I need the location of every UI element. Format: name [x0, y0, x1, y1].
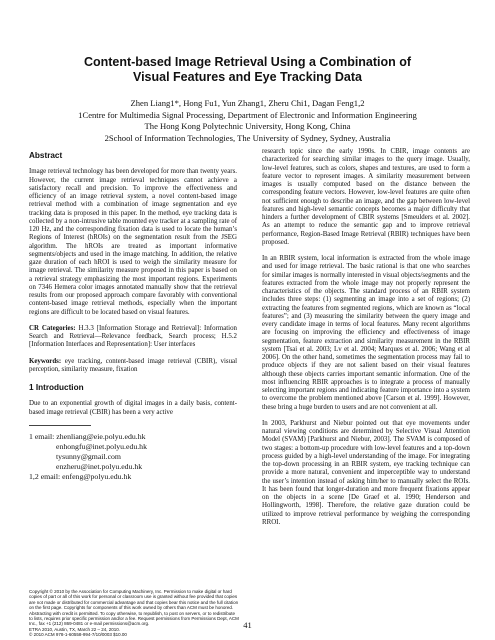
cr-text: H.3.3 [Information Storage and Retrieval]: Information Search and Retrieval—Relevance feedback, Search process; H.5.2 [Information Interfaces and Representation]: User interfaces	[29, 324, 237, 349]
affiliation-1-university: The Hong Kong Polytechnic University, Hong Kong, China	[144, 121, 351, 131]
author-block	[0, 98, 495, 144]
email-line-3[interactable]: tysunny@gmail.com	[56, 451, 122, 461]
title-line-2: Visual Features and Eye Tracking Data	[132, 70, 363, 84]
copyright-text: Copyright © 2010 by the Association for Computing Machinery, Inc. Permission to make digital or hard copies of part or all of this work for personal or classroom use is granted without fee provided that copies are not made or distributed for commercial advantage and that copies bear this notice and the full citation on the first page. Copyrights for components of this work owned by others than ACM must be honored. Abstracting with credit is permitted. To copy otherwise, to republish, to post on servers, or to redistribute to lists, requires prior specific permission and/or a fee. Request permissions from Permissions Dept, ACM Inc., fax +1 (212) 869-0481 or e-mail permissions@acm.org.	[29, 589, 239, 627]
copyright-isbn: © 2010 ACM 978-1-60558-994-7/10/0003 $10.00	[29, 632, 127, 638]
keywords	[29, 358, 237, 375]
title-line-1: Content-based Image Retrieval Using a Combination of	[83, 55, 412, 69]
abstract-heading: Abstract	[29, 151, 63, 160]
intro-paragraph-2: In an RBIR system, local information is extracted from the whole image and used for image retrieval. The basic rational is that one who searches for similar images is normally interested in visual objects/segments and the features extracted from the whole image may not properly represent the characteristics of the objects. The standard process of an RBIR system includes three steps: (1) segmenting an image into a set of regions; (2) extracting the features from segmented regions, which are known as “local features”; and (3) measuring the similarity between the query image and every candidate image in terms of local features. Many recent algorithms are focusing on improving the efficiency and effectiveness of image segmentation, feature extraction and similarity measurement in the RBIR system [Tsai et al. 2003; Lv et al. 2004; Marques et al. 2006; Wang et al 2006]. On the other hand, sometimes the segmentation process may fail to produce objects if they are not salient based on their visual features although these objects carries important semantic information. One of the most influencing RBIR approaches is to integrate a process of manually selecting important regions and indicating feature importance into a system to overcome the problem mentioned above [Carson et al. 1999]. However, these bring a huge burden to users and are not convenient at all.	[262, 255, 470, 411]
cr-label: CR Categories:	[29, 324, 76, 332]
left-column	[29, 152, 237, 482]
intro-paragraph-1: research topic since the early 1990s. In CBIR, image contents are characterized for searching similar images to the query image. Usually, low-level features, such as colors, shapes and textures, are used to form a feature vector to represent images. A similarity measurement between images is usually computed based on the distance between the corresponding feature vectors. However, low-level features are quite often not sufficient enough to describe an image, and the gap between low-level features and high-level semantic concepts becomes a major difficulty that hinders a further development of CBIR systems [Smeulders et al. 2002]. As an attempt to reduce the semantic gap and to improve retrieval performance, Region-Based Image Retrieval (RBIR) techniques have been proposed.	[262, 148, 470, 246]
email-line-2[interactable]: enhongfu@inet.polyu.edu.hk	[56, 441, 147, 451]
page-number: 41	[243, 620, 252, 630]
cr-categories	[29, 325, 237, 350]
email-footnote	[29, 432, 237, 482]
email-line-5[interactable]: 1,2 email: enfeng@polyu.edu.hk	[29, 471, 132, 481]
keywords-text: eye tracking, content-based image retrieval (CBIR), visual perception, similarity measure, fixation	[29, 357, 237, 373]
introduction-text: Due to an exponential growth of digital images in a daily basis, content-based image retrieval (CBIR) has been a very active	[29, 400, 237, 416]
abstract-text: Image retrieval technology has been developed for more than twenty years. However, the current image retrieval techniques cannot achieve a satisfactory recall and precision. To improve the effectiveness and efficiency of an image retrieval system, a novel content-based image retrieval method with a combination of image segmentation and eye tracking data is proposed in this paper. In the method, eye tracking data is collected by a non-intrusive table mounted eye tracker at a sampling rate of 120 Hz, and the corresponding fixation data is used to locate the human’s Regions of Interest (hROIs) on the segmentation result from the JSEG algorithm. The hROIs are treated as important informative segments/objects and used in the image matching. In addition, the relative gaze duration of each hROI is used to weigh the similarity measure for image retrieval. The similarity measure proposed in this paper is based on a retrieval strategy emphasizing the most important regions. Experiments on 7346 Hemera color images annotated manually show that the retrieval results from our proposed approach compare favorably with conventional content-based image retrieval methods, especially when the important regions are difficult to be located based on visual features.	[29, 168, 237, 316]
copyright-conference: ETRA 2010, Austin, TX, March 22 – 24, 2010.	[29, 626, 120, 632]
keywords-label: Keywords:	[29, 357, 62, 365]
right-column	[262, 148, 470, 535]
footnote-rule	[29, 425, 91, 426]
paper-title	[0, 55, 495, 85]
email-line-1[interactable]: 1 email: zhenliang@eie.polyu.edu.hk	[29, 431, 146, 441]
intro-paragraph-3: In 2003, Parkhurst and Niebur pointed out that eye movements under natural viewing conditions are determined by Selective Visual Attention Model (SVAM) [Parkhurst and Niebur, 2003]. The SVAM is composed of two stages: a bottom-up procedure with low-level features and a top-down process guided by a high-level understanding of the image. For integrating the top-down processing in an RBIR system, eye tracking technique can provide a more natural, convenient and imperceptible way to understand the user’s intention instead of asking him/her to manually select the ROIs. It has been found that longer-duration and more frequent fixations appear on the objects in a scene [De Graef et al. 1990; Henderson and Hollingworth, 1998]. Therefore, the relative gaze duration could be utilized to improve retrieval performance by weighing the corresponding RROI.	[262, 419, 470, 526]
introduction-heading: 1 Introduction	[29, 383, 84, 392]
author-names: Zhen Liang1*, Hong Fu1, Yun Zhang1, Zheru Chi1, Dagan Feng1,2	[130, 98, 365, 108]
affiliation-1: 1Centre for Multimedia Signal Processing, Department of Electronic and Information Engineering	[78, 109, 417, 120]
copyright-notice	[29, 589, 239, 638]
affiliation-2: 2School of Information Technologies, The University of Sydney, Sydney, Australia	[104, 132, 391, 143]
email-line-4[interactable]: enzheru@inet.polyu.edu.hk	[56, 461, 143, 471]
